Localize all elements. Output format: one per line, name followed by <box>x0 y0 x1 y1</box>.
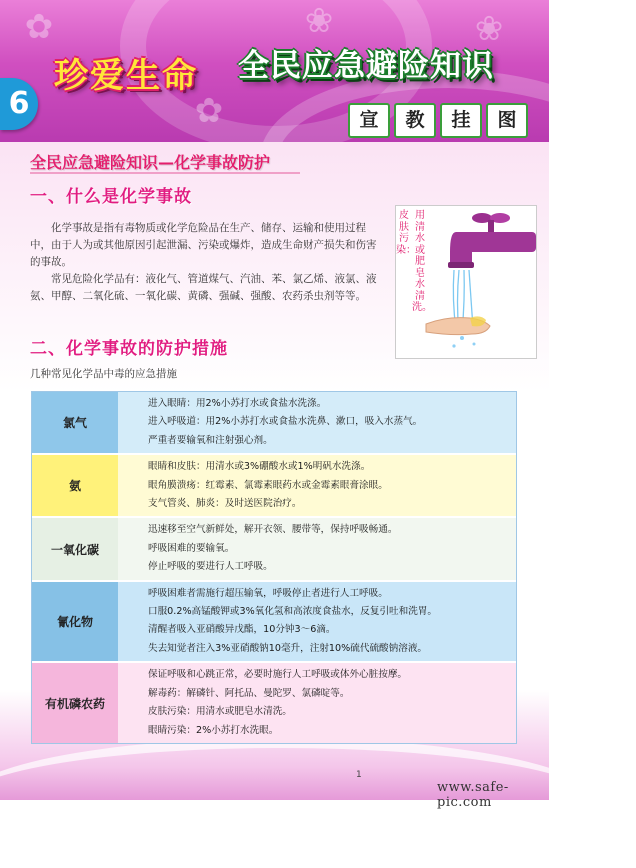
measure-item: 解毒药：解磷针、阿托品、曼陀罗、氯磷啶等。 <box>148 687 350 699</box>
tag-box: 宣 <box>348 103 390 138</box>
faucet-icon <box>396 206 536 358</box>
measure-item: 眼睛和皮肤：用清水或3%硼酸水或1%明矾水洗涤。 <box>148 461 371 473</box>
measures-cell <box>118 582 516 662</box>
measure-item: 支气管炎、肺炎：及时送医院治疗。 <box>148 498 302 510</box>
measure-item: 呼吸困难者需施行超压输氧，呼吸停止者进行人工呼吸。 <box>148 587 388 599</box>
tag-box: 教 <box>394 103 436 138</box>
measure-item: 保证呼吸和心跳正常，必要时施行人工呼吸或体外心脏按摩。 <box>148 669 408 681</box>
illustration-caption: 用清水或肥皂水清洗。 <box>412 210 432 313</box>
measure-item: 严重者要输氧和注射强心剂。 <box>148 434 273 446</box>
headline-title: 全民应急避险知识 <box>238 48 494 84</box>
table-caption: 几种常见化学品中毒的应急措施 <box>30 368 177 380</box>
chemical-name: 一氧化碳 <box>32 518 118 579</box>
brand-title: 珍爱生命 <box>54 56 198 96</box>
measures-cell <box>118 518 516 579</box>
watermark-text: www.safe-pic.com <box>437 780 509 810</box>
flower-icon: ❀ <box>304 1 334 41</box>
section-title: 全民应急避险知识—化学事故防护 <box>30 153 271 172</box>
illustration-caption: 皮肤污染： <box>396 210 416 256</box>
chemical-name: 氰化物 <box>32 582 118 662</box>
paragraph-definition: 化学事故是指有毒物质或化学危险品在生产、储存、运输和使用过程中，由于人为或其他原因引起泄漏、污染或爆炸，造成生命财产损失和伤害的事故。 <box>30 222 377 268</box>
chemical-name: 氯气 <box>32 392 118 453</box>
table-row <box>32 663 516 743</box>
measure-item: 进入眼睛：用2%小苏打水或食盐水洗涤。 <box>148 398 327 409</box>
table-row <box>32 518 516 581</box>
measure-item: 皮肤污染：用清水或肥皂水清洗。 <box>148 706 292 718</box>
measure-item: 失去知觉者注入3%亚硝酸钠10毫升，注射10%硫代硫酸钠溶液。 <box>148 642 428 654</box>
measure-item: 眼睛污染：2%小苏打水洗眼。 <box>148 724 279 736</box>
table-row <box>32 582 516 664</box>
tag-box: 挂 <box>440 103 482 138</box>
measure-item: 清醒者吸入亚硝酸异戊酯，10分钟3～6滴。 <box>148 624 336 636</box>
heading-protection: 二、化学事故的防护措施 <box>30 339 228 359</box>
measure-item: 迅速移至空气新鲜处，解开衣领、腰带等，保持呼吸畅通。 <box>148 524 398 536</box>
measures-cell <box>118 392 516 453</box>
page-number: 1 <box>356 770 362 780</box>
flower-icon: ✿ <box>24 7 54 47</box>
measures-cell <box>118 663 516 743</box>
faucet-illustration <box>395 205 537 359</box>
heading-what-is: 一、什么是化学事故 <box>30 187 192 207</box>
divider <box>30 172 300 174</box>
chemical-name: 氨 <box>32 455 118 516</box>
poster-header <box>0 0 549 142</box>
issue-number-badge: 6 <box>0 78 38 130</box>
flower-icon: ❀ <box>474 9 504 49</box>
table-row <box>32 392 516 455</box>
measure-item: 进入呼吸道：用2%小苏打水或食盐水洗鼻、漱口，吸入水蒸气。 <box>148 416 423 428</box>
table-row <box>32 455 516 518</box>
chemical-name: 有机磷农药 <box>32 663 118 743</box>
measure-item: 停止呼吸的要进行人工呼吸。 <box>148 561 273 573</box>
tag-box: 图 <box>486 103 528 138</box>
measures-cell <box>118 455 516 516</box>
tag-group <box>348 103 528 138</box>
emergency-measures-table <box>31 391 517 744</box>
paragraph-common-chemicals: 常见危险化学品有：液化气、管道煤气、汽油、苯、氯乙烯、液氯、液氨、甲醇、二氧化硫、一氧化碳、黄磷、强碱、强酸、农药杀虫剂等等。 <box>30 273 377 302</box>
flower-icon: ✿ <box>194 91 224 131</box>
measure-item: 眼角膜溃疡：红霉素、氯霉素眼药水或金霉素眼膏涂眼。 <box>148 479 388 491</box>
measure-item: 呼吸困难的要输氧。 <box>148 542 235 554</box>
measure-item: 口服0.2%高锰酸钾或3%氧化氢和高浓度食盐水，反复引吐和洗胃。 <box>148 606 438 618</box>
